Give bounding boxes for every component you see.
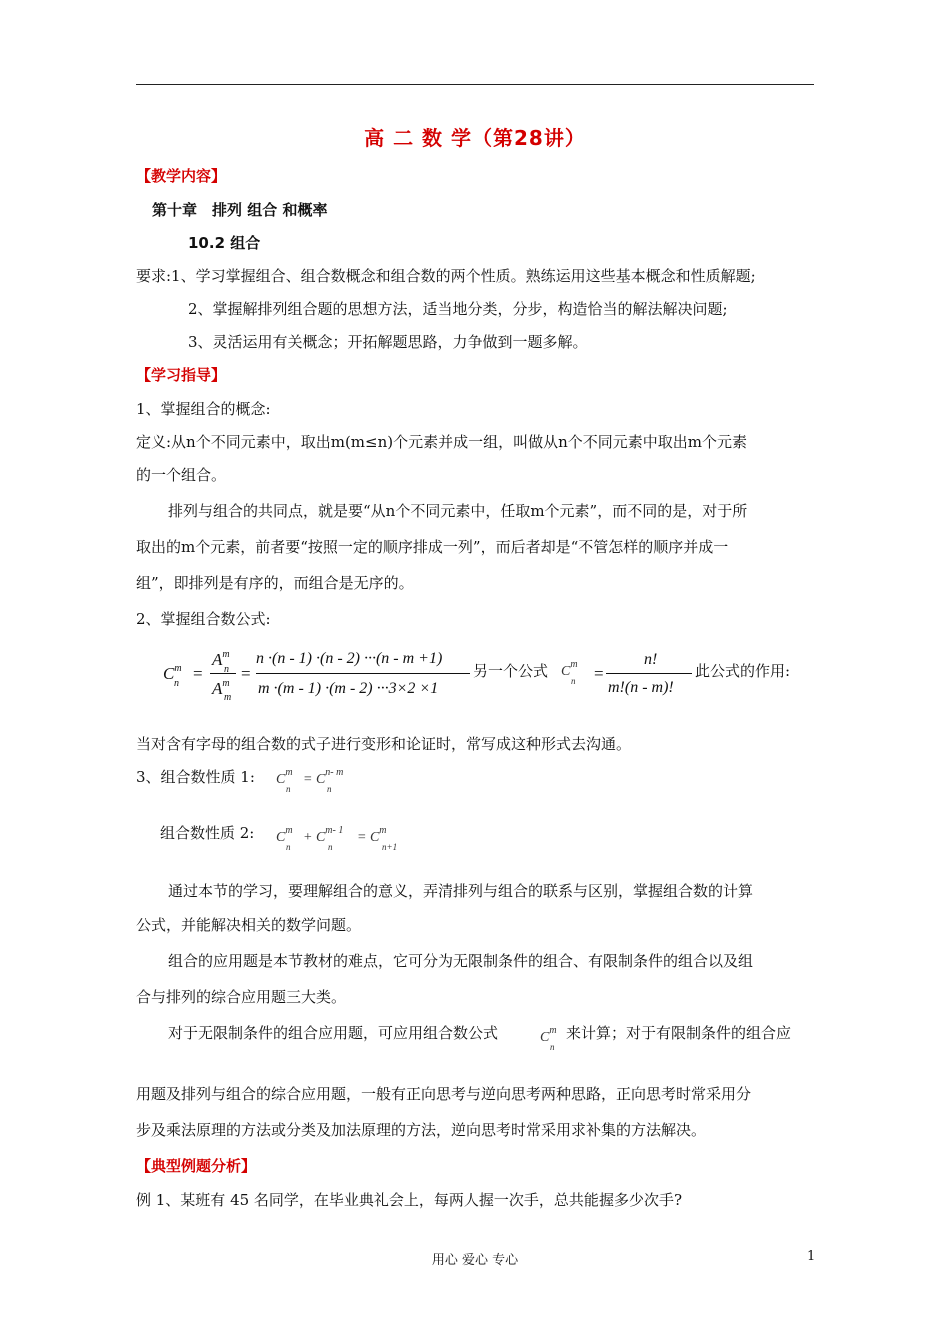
- ratio-den-sub: m: [224, 692, 232, 703]
- inline-c-sub: n: [550, 1042, 555, 1052]
- property-1-label: 3、组合数性质 1:: [136, 768, 255, 786]
- definition-line-2: 的一个组合。: [136, 466, 227, 484]
- paragraph-line-3: 组”，即排列是有序的，而组合是无序的。: [136, 574, 414, 592]
- formula-c-sub: n: [174, 678, 179, 689]
- summary-3-line-2: 用题及排列与组合的综合应用题，一般有正向思考与逆向思考两种思路，正向思考时常采用分: [136, 1085, 752, 1103]
- summary-3-line-1a: 对于无限制条件的组合应用题，可应用组合数公式: [168, 1024, 499, 1042]
- summary-2-line-1: 组合的应用题是本节教材的难点，它可分为无限制条件的组合、有限制条件的组合以及组: [168, 952, 754, 970]
- requirement-1: 要求:1、学习掌握组合、组合数概念和组合数的两个性质。熟练运用这些基本概念和性质解题;: [136, 267, 756, 285]
- summary-3-line-1b: 来计算；对于有限制条件的组合应: [566, 1024, 792, 1042]
- ratio-numerator: $A^m$: [212, 649, 230, 669]
- formula-end-text: 此公式的作用:: [695, 662, 791, 680]
- summary-1-line-1: 通过本节的学习，要理解组合的意义，弄清排列与组合的联系与区别，掌握组合数的计算: [168, 882, 754, 900]
- prop2-c1-sub: n: [286, 842, 291, 852]
- header-rule: [136, 84, 814, 85]
- chapter-heading: 第十章 排列 组合 和概率: [152, 201, 328, 219]
- ratio-fraction-line: [210, 673, 236, 674]
- product-fraction-line: [256, 673, 470, 674]
- section-heading-guide: 【学习指导】: [136, 366, 227, 384]
- section-heading-content: 【教学内容】: [136, 167, 227, 185]
- ratio-num-sub: n: [224, 664, 229, 675]
- ratio-denominator: $A^m$: [212, 678, 230, 698]
- prop2-c2-sub: n: [328, 842, 333, 852]
- prop2-c3: = $C^m$: [357, 825, 387, 845]
- guide-point-2-heading: 2、掌握组合数公式:: [136, 610, 271, 628]
- definition-line-1: 定义:从n个不同元素中，取出m(m≤n)个元素并成一组，叫做从n个不同元素中取出m个元素: [136, 433, 747, 451]
- example-1: 例 1、某班有 45 名同学，在毕业典礼会上，每两人握一次手，总共能握多少次手?: [136, 1191, 682, 1209]
- prop2-c1: $C^m$: [276, 825, 293, 845]
- inline-c: $C^m$: [540, 1025, 557, 1045]
- page-title: 高 二 数 学（第28讲）: [364, 126, 586, 150]
- summary-2-line-2: 合与排列的综合应用题三大类。: [136, 988, 347, 1006]
- formula-eq-2: =: [241, 664, 251, 683]
- prop1-c: $C^m$: [276, 767, 293, 787]
- footer-text: 用心 爱心 专心: [431, 1253, 519, 1268]
- formula-eq-1: =: [193, 664, 203, 683]
- paragraph-line-2: 取出的m个元素，前者要“按照一定的顺序排成一列”，而后者却是“不管怎样的顺序并成一: [136, 538, 729, 556]
- alt-c-symbol: $C^m$: [561, 659, 578, 679]
- alt-c-sub: n: [571, 676, 576, 686]
- formula-usage-text: 当对含有字母的组合数的式子进行变形和论证时，常写成这种形式去沟通。: [136, 735, 632, 753]
- prop1-c-sub: n: [286, 784, 291, 794]
- guide-point-1-heading: 1、掌握组合的概念:: [136, 400, 271, 418]
- section-heading-examples: 【典型例题分析】: [136, 1157, 257, 1175]
- requirement-3: 3、灵活运用有关概念；开拓解题思路，力争做到一题多解。: [188, 333, 588, 351]
- product-denominator: m ·(m - 1) ·(m - 2) ···3×2 ×1: [258, 680, 439, 697]
- paragraph-line-1: 排列与组合的共同点，就是要“从n个不同元素中，任取m个元素”，而不同的是，对于所: [168, 502, 748, 520]
- subsection-heading: 10.2 组合: [188, 234, 261, 252]
- formula-mid-text: 另一个公式: [473, 662, 549, 680]
- formula-eq-3: =: [594, 664, 604, 683]
- prop2-c2: + $C^{m- 1}$: [303, 825, 344, 845]
- alt-fraction-line: [606, 673, 692, 674]
- prop1-rhs-sub: n: [327, 784, 332, 794]
- page-number: 1: [807, 1249, 816, 1264]
- alt-numerator: n!: [644, 651, 658, 668]
- formula-c-symbol: $C^m$: [163, 663, 182, 683]
- prop2-c3-sub: n+1: [382, 842, 398, 852]
- requirement-2: 2、掌握解排列组合题的思想方法，适当地分类，分步，构造恰当的解法解决问题;: [188, 300, 728, 318]
- summary-3-line-3: 步及乘法原理的方法或分类及加法原理的方法，逆向思考时常采用求补集的方法解决。: [136, 1121, 707, 1139]
- prop1-rhs: = $C^{n- m}$: [303, 767, 344, 787]
- summary-1-line-2: 公式，并能解决相关的数学问题。: [136, 916, 362, 934]
- alt-denominator: m!(n - m)!: [608, 679, 674, 696]
- product-numerator: n ·(n - 1) ·(n - 2) ···(n - m +1): [256, 650, 443, 667]
- property-2-label: 组合数性质 2:: [160, 824, 255, 842]
